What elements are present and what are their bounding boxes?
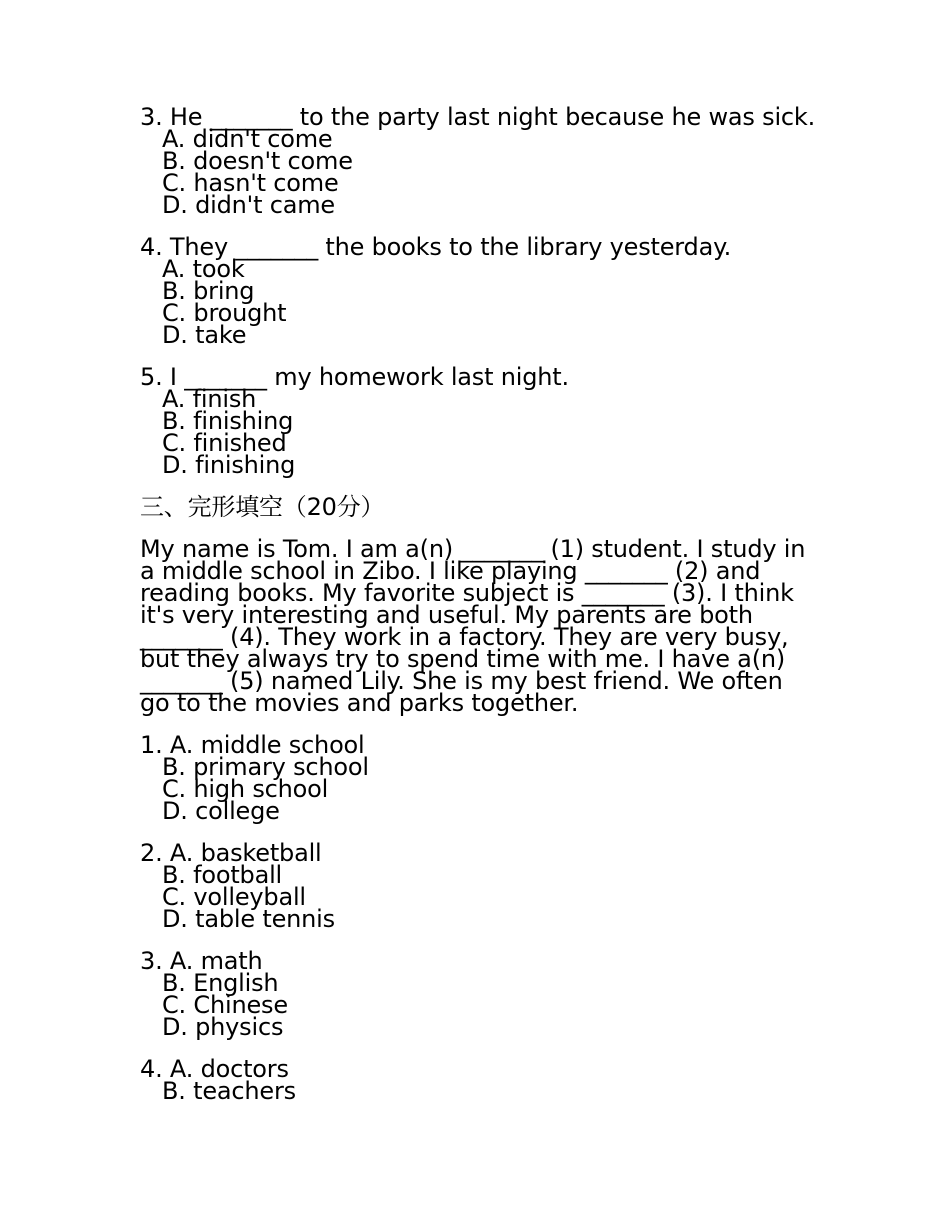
question-5 <box>140 363 840 479</box>
option-d: D. take <box>162 321 247 349</box>
option-b: B. finishing <box>162 407 294 435</box>
question-stem: 5. I _______ my homework last night. <box>140 363 569 391</box>
option-c: C. high school <box>162 775 329 803</box>
option-d: D. physics <box>162 1013 284 1041</box>
passage-line: reading books. My favorite subject is _______ (3). I think <box>140 579 794 607</box>
question-stem: 3. A. math <box>140 947 263 975</box>
cloze-question-1 <box>140 731 840 825</box>
cloze-question-4 <box>140 1055 840 1105</box>
cloze-question-3 <box>140 947 840 1041</box>
passage-line: My name is Tom. I am a(n) _______ (1) student. I study in <box>140 535 806 563</box>
option-c: C. brought <box>162 299 287 327</box>
option-list <box>140 753 840 825</box>
option-c: C. Chinese <box>162 991 288 1019</box>
passage-line: _______ (4). They work in a factory. They are very busy, <box>140 623 789 651</box>
option-b: B. football <box>162 861 283 889</box>
passage-line: but they always try to spend time with me. I have a(n) <box>140 645 786 673</box>
option-list <box>140 385 840 479</box>
section-title: 三、完形填空（20分） <box>140 493 385 521</box>
option-list <box>140 1077 840 1105</box>
passage-line: go to the movies and parks together. <box>140 689 579 717</box>
option-b: B. teachers <box>162 1077 296 1105</box>
question-stem: 4. They _______ the books to the library yesterday. <box>140 233 732 261</box>
option-b: B. bring <box>162 277 255 305</box>
question-4 <box>140 233 840 349</box>
option-list <box>140 969 840 1041</box>
option-list <box>140 861 840 933</box>
option-list <box>140 255 840 349</box>
worksheet-page <box>140 103 840 1122</box>
option-c: C. finished <box>162 429 287 457</box>
option-d: D. finishing <box>162 451 296 479</box>
option-c: C. volleyball <box>162 883 306 911</box>
option-a: A. didn't come <box>162 125 333 153</box>
passage-line: _______ (5) named Lily. She is my best friend. We often <box>140 667 783 695</box>
question-stem: 1. A. middle school <box>140 731 365 759</box>
option-b: B. primary school <box>162 753 369 781</box>
question-3 <box>140 103 840 219</box>
option-d: D. college <box>162 797 280 825</box>
option-d: D. table tennis <box>162 905 335 933</box>
passage-line: it's very interesting and useful. My parents are both <box>140 601 753 629</box>
question-stem: 3. He _______ to the party last night because he was sick. <box>140 103 816 131</box>
option-b: B. doesn't come <box>162 147 353 175</box>
option-a: A. finish <box>162 385 257 413</box>
question-stem: 4. A. doctors <box>140 1055 289 1083</box>
option-list <box>140 125 840 219</box>
cloze-question-2 <box>140 839 840 933</box>
question-stem: 2. A. basketball <box>140 839 322 867</box>
option-a: A. took <box>162 255 245 283</box>
option-d: D. didn't came <box>162 191 335 219</box>
cloze-passage <box>140 535 810 717</box>
option-c: C. hasn't come <box>162 169 339 197</box>
option-b: B. English <box>162 969 279 997</box>
passage-line: a middle school in Zibo. I like playing _______ (2) and <box>140 557 761 585</box>
